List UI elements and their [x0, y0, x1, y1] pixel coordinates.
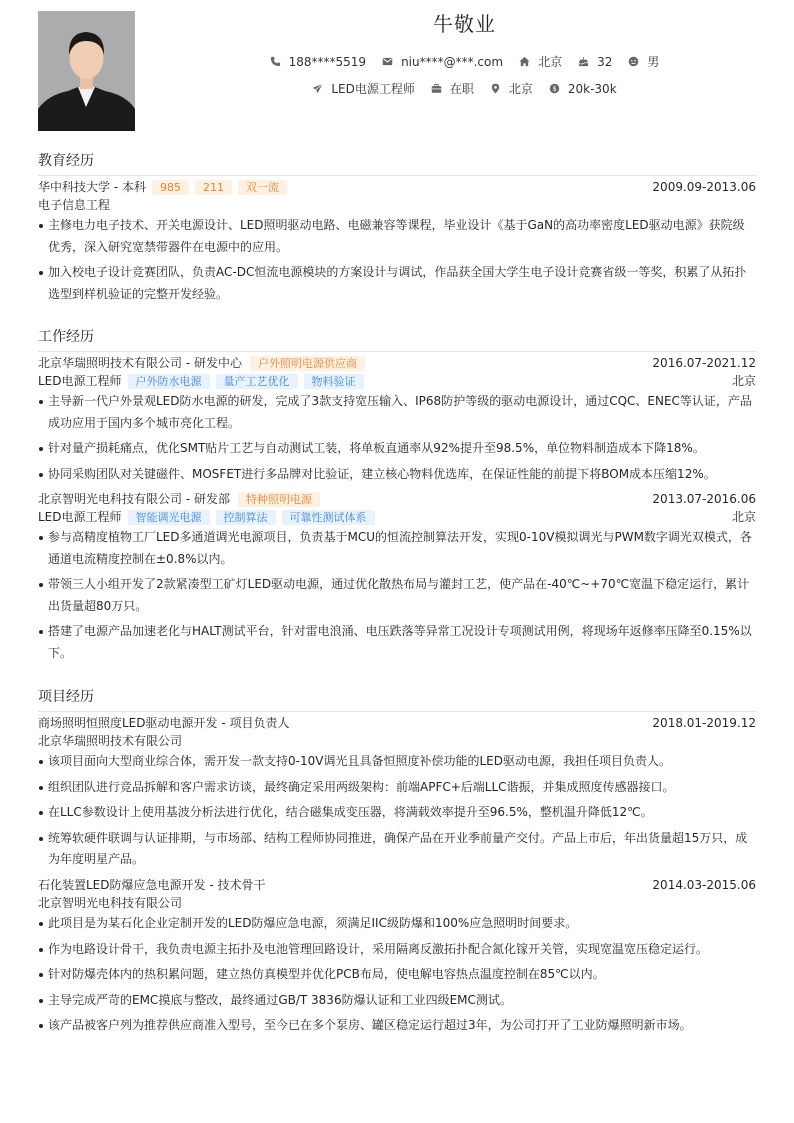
- section-title-projects: 项目经历: [38, 686, 756, 712]
- list-item: 加入校电子设计竞赛团队，负责AC-DC恒流电源模块的方案设计与调试，作品获全国大学生电子设计竞赛省级一等奖，积累了从拓扑选型到样机验证的完整开发经验。: [38, 262, 756, 305]
- work-role: LED电源工程师: [38, 510, 122, 524]
- list-item: 统筹软硬件联调与认证排期，与市场部、结构工程师协同推进，确保产品在开业季前量产交付。产品上市后，年出货量超15万只，成为年度明星产品。: [38, 828, 756, 871]
- work-header: [38, 355, 756, 372]
- status-text: 在职: [449, 82, 474, 96]
- project-company-row: [38, 895, 756, 912]
- project-company: 北京智明光电科技有限公司: [38, 896, 183, 910]
- list-item: 作为电路设计骨干，我负责电源主拓扑及电池管理回路设计，采用隔离反激拓扑配合氮化镓开关管，实现宽温宽压稳定运行。: [38, 939, 756, 961]
- school-name: 华中科技大学 - 本科: [38, 180, 146, 194]
- education-major: 电子信息工程: [38, 198, 111, 212]
- briefcase-icon: [431, 83, 442, 94]
- target-city-item: [490, 80, 533, 97]
- money-icon: [549, 83, 560, 94]
- work-location: 北京: [731, 374, 756, 388]
- gender-item: [628, 53, 659, 70]
- skill-tag: 户外防水电源: [128, 374, 210, 389]
- list-item: 参与高精度植物工厂LED多通道调光电源项目，负责基于MCU的恒流控制算法开发，实现0-10V模拟调光与PWM数字调光双模式，各通道电流精度控制在±0.8%以内。: [38, 527, 756, 570]
- age-text: 32: [597, 54, 613, 69]
- project-bullets: [38, 913, 756, 1041]
- location-pin-icon: [490, 83, 501, 94]
- project-bullets: [38, 751, 756, 875]
- work-role-row: [38, 373, 756, 390]
- list-item: 此项目是为某石化企业定制开发的LED防爆应急电源，须满足IIC级防爆和100%应急照明时间要求。: [38, 913, 756, 935]
- project-company-row: [38, 733, 756, 750]
- project-header: [38, 715, 756, 732]
- project-header: [38, 877, 756, 894]
- company-tag: 户外照明电源供应商: [250, 356, 365, 371]
- list-item: 该项目面向大型商业综合体，需开发一款支持0-10V调光且具备恒照度补偿功能的LED驱动电源，我担任项目负责人。: [38, 751, 756, 773]
- section-title-education: 教育经历: [38, 150, 756, 176]
- education-tag: 双一流: [238, 180, 287, 195]
- project-company: 北京华瑞照明技术有限公司: [38, 734, 183, 748]
- city-item: [519, 53, 562, 70]
- education-bullets: [38, 215, 756, 309]
- list-item: 带领三人小组开发了2款紧凑型工矿灯LED驱动电源，通过优化散热布局与灌封工艺，使产品在-40℃~+70℃宽温下稳定运行，累计出货量超80万只。: [38, 574, 756, 617]
- list-item: 针对防爆壳体内的热积累问题，建立热仿真模型并优化PCB布局，使电解电容热点温度控制在85℃以内。: [38, 964, 756, 986]
- status-item: [431, 80, 474, 97]
- list-item: 在LLC参数设计上使用基波分析法进行优化，结合磁集成变压器，将满载效率提升至96.5%，整机温升降低12℃。: [38, 802, 756, 824]
- work-bullets: [38, 391, 756, 489]
- education-period: 2009.09-2013.06: [652, 180, 756, 194]
- mail-icon: [382, 56, 393, 67]
- list-item: 组织团队进行竞品拆解和客户需求访谈，最终确定采用两级架构：前端APFC+后端LLC谐振，并集成照度传感器接口。: [38, 777, 756, 799]
- work-role: LED电源工程师: [38, 374, 122, 388]
- phone-item: [270, 55, 366, 69]
- city-text: 北京: [538, 55, 563, 69]
- svg-text:$: $: [552, 84, 557, 93]
- work-period: 2013.07-2016.06: [652, 492, 756, 506]
- skill-tag: 量产工艺优化: [216, 374, 298, 389]
- education-tag: 985: [152, 180, 189, 195]
- education-major-row: [38, 197, 756, 214]
- list-item: 主修电力电子技术、开关电源设计、LED照明驱动电路、电磁兼容等课程，毕业设计《基于GaN的高功率密度LED驱动电源》获院级优秀，深入研究宽禁带器件在电源中的应用。: [38, 215, 756, 258]
- email-text: niu****@***.com: [401, 54, 504, 69]
- skill-tag: 可靠性测试体系: [282, 510, 375, 525]
- job-intent-row: [135, 80, 794, 97]
- candidate-name: 牛敬业: [433, 12, 496, 36]
- project-name: 商场照明恒照度LED驱动电源开发 - 项目负责人: [38, 716, 290, 730]
- project-name: 石化装置LED防爆应急电源开发 - 技术骨干: [38, 878, 266, 892]
- salary-text: 20k-30k: [567, 81, 617, 96]
- project-period: 2018.01-2019.12: [652, 716, 756, 730]
- education-tag: 211: [195, 180, 232, 195]
- work-header: [38, 491, 756, 508]
- skill-tag: 控制算法: [216, 510, 276, 525]
- list-item: 协同采购团队对关键磁件、MOSFET进行多品牌对比验证，建立核心物料优选库，在保证性能的前提下将BOM成本压缩12%。: [38, 464, 756, 486]
- phone-text: 188****5519: [288, 54, 367, 69]
- salary-item: [549, 82, 617, 96]
- list-item: 搭建了电源产品加速老化与HALT测试平台，针对雷电浪涌、电压跌落等异常工况设计专项测试用例，将现场年返修率压降至0.15%以下。: [38, 621, 756, 664]
- list-item: 该产品被客户列为推荐供应商准入型号，至今已在多个泵房、罐区稳定运行超过3年，为公司打开了工业防爆照明新市场。: [38, 1015, 756, 1037]
- work-period: 2016.07-2021.12: [652, 356, 756, 370]
- job-title-item: [312, 80, 415, 97]
- education-header: [38, 179, 756, 196]
- company-tag: 特种照明电源: [238, 492, 320, 507]
- work-location: 北京: [731, 510, 756, 524]
- work-bullets: [38, 527, 756, 668]
- age-item: [578, 55, 612, 69]
- project-period: 2014.03-2015.06: [652, 878, 756, 892]
- company-name: 北京智明光电科技有限公司 - 研发部: [38, 492, 230, 506]
- job-title-text: LED电源工程师: [331, 82, 415, 96]
- list-item: 针对量产损耗痛点，优化SMT贴片工艺与自动测试工装，将单板直通率从92%提升至98.5%，单位物料制造成本下降18%。: [38, 438, 756, 460]
- profile-photo: [38, 11, 135, 131]
- email-item: [382, 55, 503, 69]
- section-title-work: 工作经历: [38, 326, 756, 352]
- send-icon: [312, 83, 323, 94]
- home-icon: [519, 56, 530, 67]
- contact-row: [135, 53, 794, 70]
- phone-icon: [270, 56, 281, 67]
- target-city-text: 北京: [508, 82, 533, 96]
- work-role-row: [38, 509, 756, 526]
- user-face-icon: [628, 56, 639, 67]
- skill-tag: 物料验证: [304, 374, 364, 389]
- skill-tag: 智能调光电源: [128, 510, 210, 525]
- gender-text: 男: [647, 55, 660, 69]
- cake-icon: [578, 56, 589, 67]
- list-item: 主导新一代户外景观LED防水电源的研发，完成了3款支持宽压输入、IP68防护等级的驱动电源设计，通过CQC、ENEC等认证，产品成功应用于国内多个城市亮化工程。: [38, 391, 756, 434]
- list-item: 主导完成严苛的EMC摸底与整改，最终通过GB/T 3836防爆认证和工业四级EMC测试。: [38, 990, 756, 1012]
- company-name: 北京华瑞照明技术有限公司 - 研发中心: [38, 356, 242, 370]
